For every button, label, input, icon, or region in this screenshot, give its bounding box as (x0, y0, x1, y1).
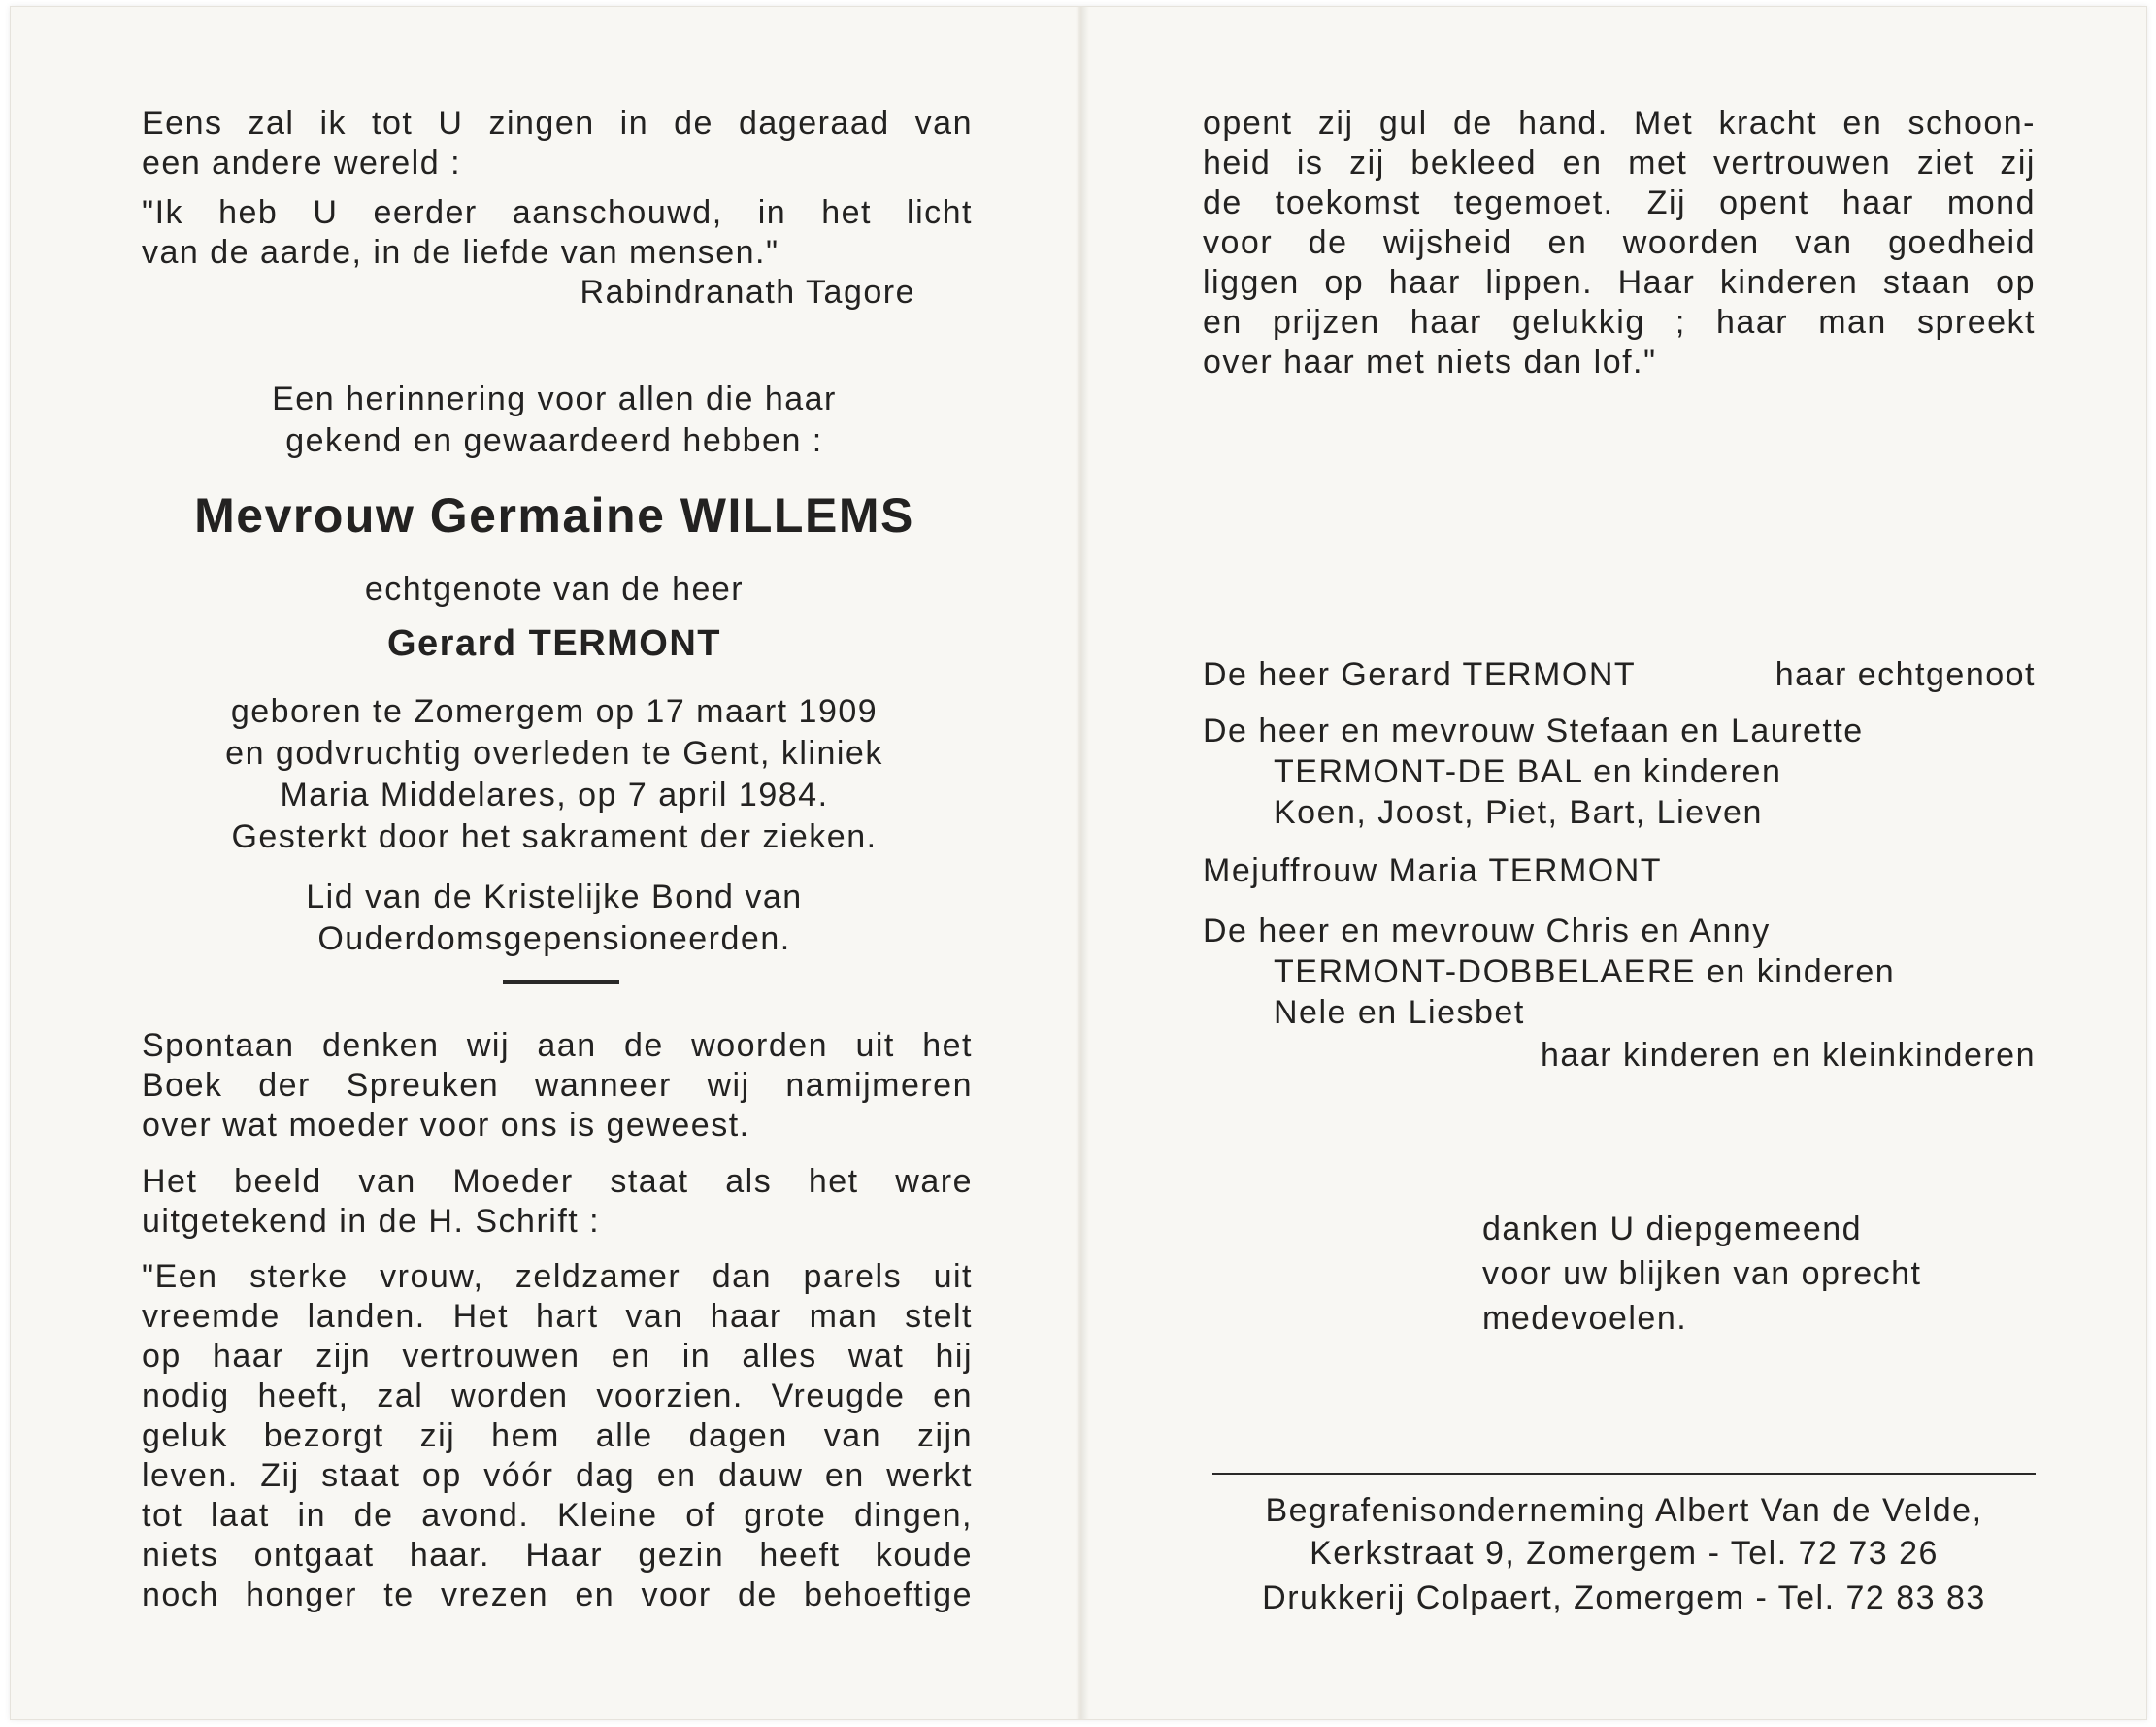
family-member: Mejuffrouw Maria TERMONT (1203, 852, 1663, 889)
poem-line: Eens zal ik tot U zingen in de dageraad van (142, 105, 973, 142)
text-line: geluk bezorgt zij hem alle dagen van zijn (142, 1417, 973, 1454)
text-line: Boek der Spreuken wanneer wij namijmeren (142, 1067, 973, 1104)
life-line: Maria Middelares, op 7 april 1984. (280, 777, 829, 814)
intro-line: Een herinnering voor allen die haar (272, 381, 837, 417)
poem-line: van de aarde, in de liefde van mensen." (142, 234, 779, 271)
paragraph-sterke-vrouw (142, 1257, 973, 1615)
divider (503, 980, 619, 984)
life-line: Gesterkt door het sakrament der zieken. (231, 818, 878, 855)
text-line: opent zij gul de hand. Met kracht en schoon- (1203, 105, 2036, 142)
text-line: over haar met niets dan lof." (1203, 344, 1657, 381)
thanks-message (1482, 1207, 2045, 1341)
footer-line: Begrafenisonderneming Albert Van de Velde, (1265, 1492, 1983, 1529)
text-line: Spontaan denken wij aan de woorden uit het (142, 1027, 973, 1064)
text-line: op haar zijn vertrouwen en in alles wat hij (142, 1338, 973, 1375)
spouse-prefix: echtgenote van de heer (364, 571, 745, 608)
family-children-role: haar kinderen en kleinkinderen (1541, 1037, 2036, 1074)
thanks-line: voor uw blijken van oprecht (1482, 1255, 1922, 1292)
family-husband-role: haar echtgenoot (1775, 656, 2036, 693)
intro-line: gekend en gewaardeerd hebben : (285, 422, 823, 459)
footer-credits (1203, 1489, 2045, 1619)
family-member: Nele en Liesbet (1274, 994, 1525, 1031)
poem-line: "Ik heb U eerder aanschouwd, in het licht (142, 194, 973, 231)
paragraph-beeld (142, 1162, 973, 1242)
text-line: liggen op haar lippen. Haar kinderen staan op (1203, 264, 2036, 301)
text-line: tot laat in de avond. Kleine of grote dingen, (142, 1497, 973, 1534)
text-line: nodig heeft, zal worden voorzien. Vreugde en (142, 1378, 973, 1414)
life-line: geboren te Zomergem op 17 maart 1909 (230, 693, 879, 730)
text-line: vreemde landen. Het hart van haar man stelt (142, 1298, 973, 1335)
poem-quote (142, 193, 973, 273)
family-member: De heer en mevrouw Chris en Anny (1203, 913, 1771, 949)
thanks-line: medevoelen. (1482, 1300, 1688, 1337)
poem-line: een andere wereld : (142, 145, 462, 182)
card-fold (1076, 7, 1089, 1719)
text-line: leven. Zij staat op vóór dag en dauw en werkt (142, 1457, 973, 1494)
footer-divider (1212, 1473, 2036, 1475)
spouse-name: Gerard TERMONT (386, 623, 722, 664)
text-line: niets ontgaat haar. Haar gezin heeft koude (142, 1537, 973, 1574)
family-member: TERMONT-DE BAL en kinderen (1274, 753, 1782, 790)
membership-line: Ouderdomsgepensioneerden. (317, 920, 791, 957)
left-page (11, 7, 1076, 1719)
footer-line: Drukkerij Colpaert, Zomergem - Tel. 72 83 83 (1262, 1579, 1986, 1616)
life-line: en godvruchtig overleden te Gent, kliniek (225, 735, 883, 772)
text-line: uitgetekend in de H. Schrift : (142, 1203, 601, 1240)
text-line: en prijzen haar gelukkig ; haar man spreekt (1203, 304, 2036, 341)
footer-line: Kerkstraat 9, Zomergem - Tel. 72 73 26 (1310, 1535, 1939, 1572)
membership (69, 877, 1040, 960)
membership-line: Lid van de Kristelijke Bond van (306, 879, 803, 915)
text-line: heid is zij bekleed en met vertrouwen ziet zij (1203, 145, 2036, 182)
text-line: voor de wijsheid en woorden van goedheid (1203, 224, 2036, 261)
text-line: noch honger te vrezen en voor de behoeftige (142, 1577, 973, 1613)
poem-author: Rabindranath Tagore (580, 274, 915, 311)
thanks-line: danken U diepgemeend (1482, 1211, 1863, 1247)
remembrance-intro (69, 379, 1040, 462)
memorial-card (10, 6, 2147, 1720)
text-line: de toekomst tegemoet. Zij opent haar mond (1203, 184, 2036, 221)
text-line: "Een sterke vrouw, zeldzamer dan parels uit (142, 1258, 973, 1295)
family-member: TERMONT-DOBBELAERE en kinderen (1274, 953, 1896, 990)
paragraph-spreuken (142, 1026, 973, 1146)
family-husband: De heer Gerard TERMONT (1203, 656, 1637, 693)
text-line: Het beeld van Moeder staat als het ware (142, 1163, 973, 1200)
paragraph-continued (1203, 104, 2036, 382)
deceased-name: Mevrouw Germaine WILLEMS (194, 488, 914, 543)
right-page (1089, 7, 2146, 1719)
life-details (69, 691, 1040, 858)
text-line: over wat moeder voor ons is geweest. (142, 1107, 750, 1144)
family-member: Koen, Joost, Piet, Bart, Lieven (1274, 794, 1763, 831)
poem-opening (142, 104, 973, 183)
family-member: De heer en mevrouw Stefaan en Laurette (1203, 713, 1864, 749)
